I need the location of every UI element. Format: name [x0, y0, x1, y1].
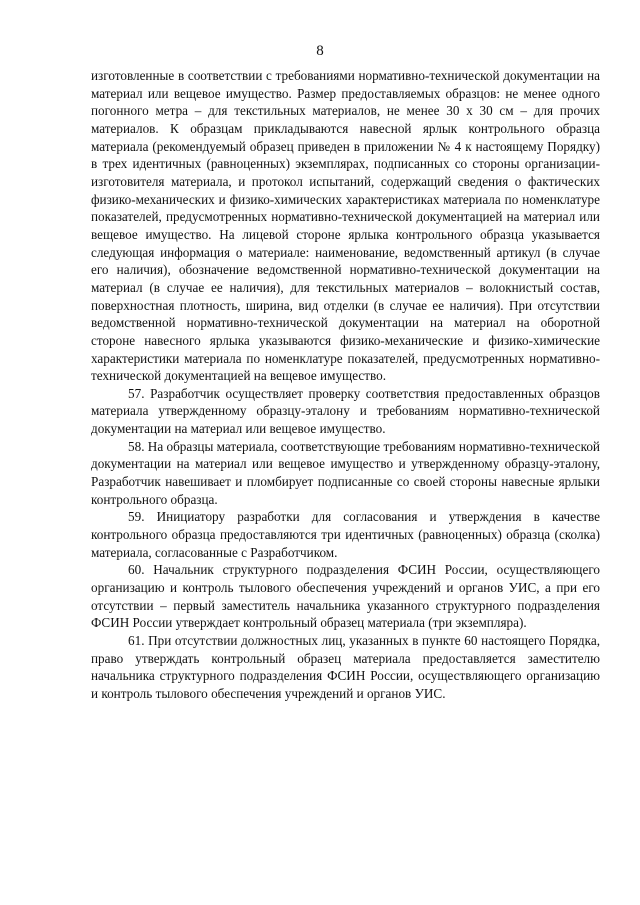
paragraph-58: 58. На образцы материала, соответствующие требованиям нормативно-технической документации на материал или вещевое имущество и утвержденному образцу-эталону, Разработчик навешивает и пломбирует подписанные со своей стороны навесные ярлыки контрольного образца. [91, 438, 600, 507]
page-number: 8 [316, 43, 324, 59]
paragraph-57: 57. Разработчик осуществляет проверку соответствия предоставленных образцов материала утвержденному образцу-эталону и требованиям нормативно-технической документации на материал или вещевое имущество. [91, 385, 600, 437]
paragraph-60: 60. Начальник структурного подразделения ФСИН России, осуществляющего организацию и контроль тылового обеспечения учреждений и органов УИС, а при его отсутствии – первый заместитель начальника указанного структурного подразделения ФСИН России утверждает контрольный образец материала (три экземпляра). [91, 562, 600, 631]
paragraph-61: 61. При отсутствии должностных лиц, указанных в пункте 60 настоящего Порядка, право утверждать контрольный образец материала предоставляется заместителю начальника структурного подразделения ФСИН России, осуществляющего организацию и контроль тылового обеспечения учреждений и органов УИС. [91, 633, 600, 701]
document-body [91, 67, 600, 703]
paragraph-56-continuation: изготовленные в соответствии с требованиями нормативно-технической документации на материал или вещевое имущество. Размер предоставляемых образцов: не менее одного погонного метра – для текстильных материалов, не менее 30 х 30 см – для прочих материалов. К образцам прикладываются навесной ярлык контрольного образца материала (рекомендуемый образец приведен в приложении № 4 к настоящему Порядку) в трех идентичных (равноценных) экземплярах, подписанных со стороны организации-изготовителя материала, и протокол испытаний, содержащий сведения о фактических физико-механических и физико-химических характеристиках материала по номенклатуре показателей, предусмотренных нормативно-технической документацией на материал или вещевое имущество. На лицевой стороне ярлыка контрольного образца указывается следующая информация о материале: наименование, ведомственный артикул (в случае его наличия), обозначение ведомственной нормативно-технической документации на материал (в случае ее наличия), для текстильных материалов – волокнистый состав, поверхностная плотность, ширина, вид отделки (в случае ее наличия). При отсутствии ведомственной нормативно-технической документации на материал на оборотной стороне навесного ярлыка указываются физико-механические и физико-химические характеристики материала по номенклатуре показателей, предусмотренных нормативно-технической документацией на вещевое имущество. [91, 68, 600, 384]
paragraph-59: 59. Инициатору разработки для согласования и утверждения в качестве контрольного образца предоставляются три идентичных (равноценных) образца (сколка) материала, согласованные с Разработчиком. [91, 509, 600, 560]
